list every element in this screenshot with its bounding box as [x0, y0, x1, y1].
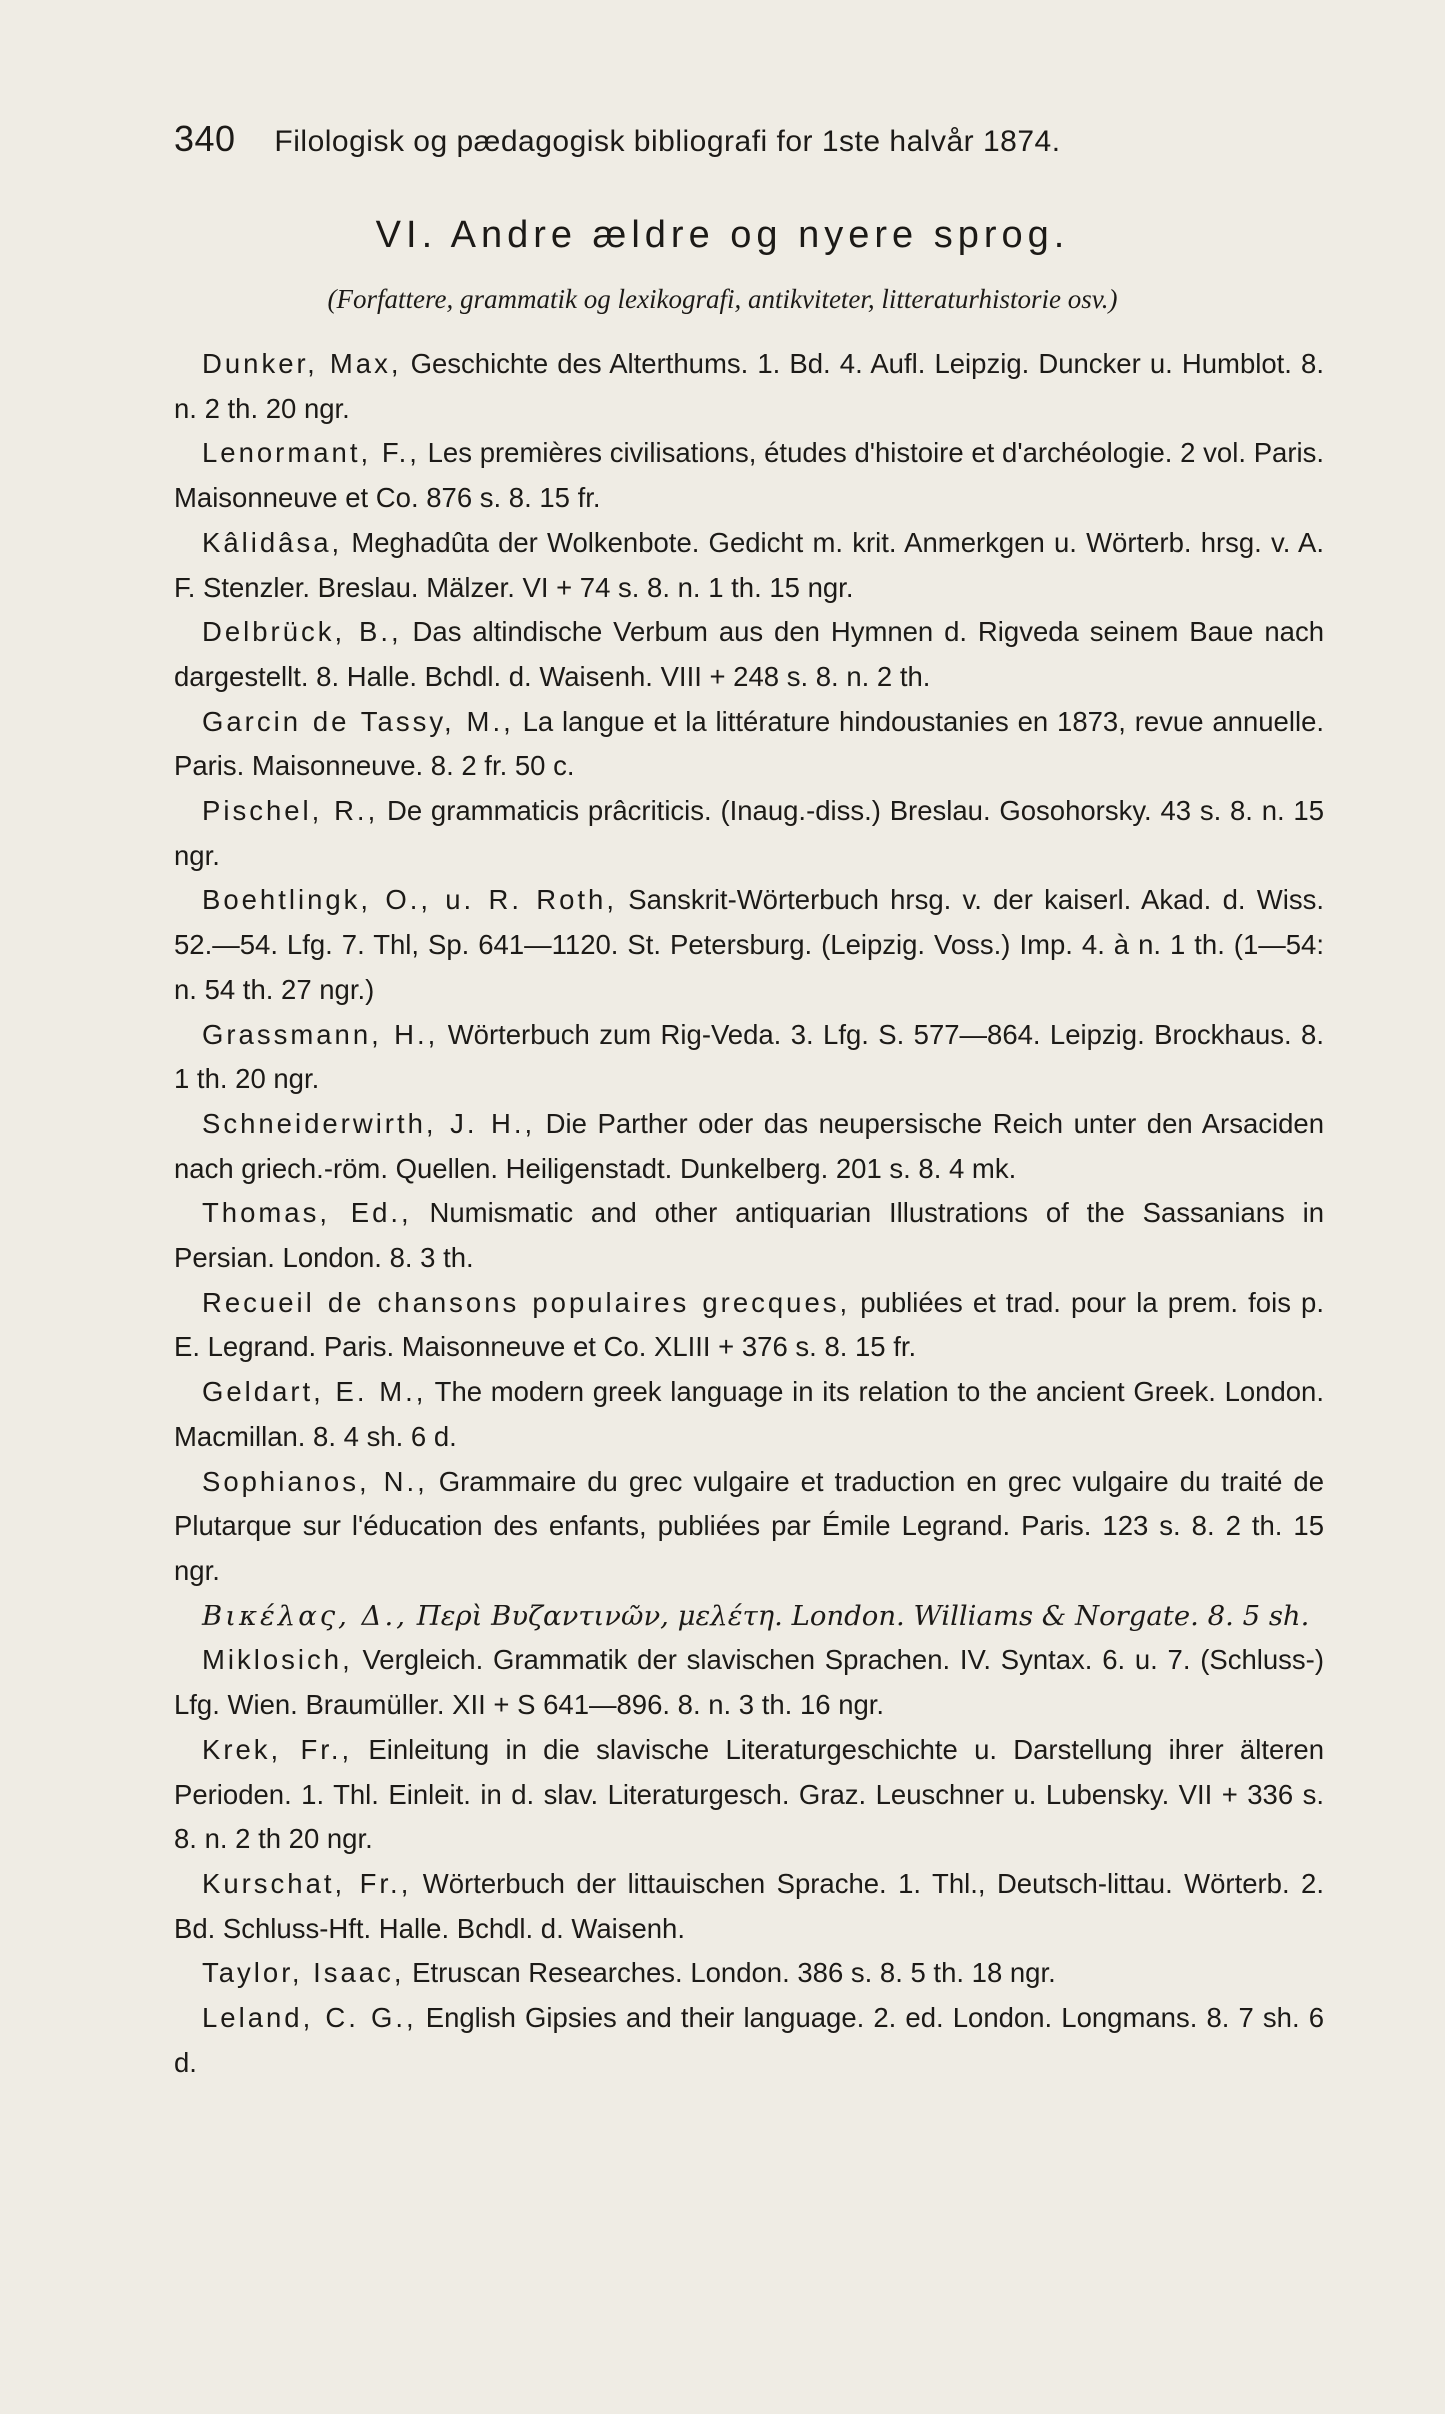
running-title: Filologisk og pædagogisk bibliografi for 1ste halvår 1874. [274, 125, 1061, 158]
bibliography-entry [174, 1460, 1324, 1594]
bibliography-entry [174, 1862, 1324, 1951]
bibliography-entry [174, 700, 1324, 789]
entry-author: Dunker, Max, [202, 348, 402, 379]
bibliography-entry [174, 1370, 1324, 1459]
entry-text: Das altindische Verbum aus den Hymnen d. Rigveda seinem Baue nach dargestellt. 8. Halle. Bchdl. d. Waisenh. VIII + 248 s. 8. n. 2 th. [174, 616, 1324, 692]
bibliography-entry [174, 1638, 1324, 1727]
entry-text: Wörterbuch der littauischen Sprache. 1. Thl., Deutsch-littau. Wörterb. 2. Bd. Schluss-Hft. Halle. Bchdl. d. Waisenh. [174, 1867, 1324, 1944]
bibliography-entry [174, 521, 1324, 610]
bibliography-entry [174, 1281, 1324, 1370]
bibliography-entry [174, 789, 1324, 878]
entry-text: De grammaticis prâcriticis. (Inaug.-diss.) Breslau. Gosohorsky. 43 s. 8. n. 15 ngr. [174, 795, 1325, 871]
entry-author: Schneiderwirth, J. H., [202, 1107, 536, 1139]
entry-text: Wörterbuch zum Rig-Veda. 3. Lfg. S. 577—864. Leipzig. Brockhaus. 8. 1 th. 20 ngr. [174, 1018, 1324, 1095]
bibliography-entry [174, 1996, 1324, 2085]
bibliography-entry [174, 1191, 1324, 1280]
bibliography-entry [174, 431, 1324, 520]
running-header [174, 118, 1294, 160]
entry-author: Kurschat, Fr., [202, 1867, 412, 1899]
entry-author: Boehtlingk, O., u. R. Roth, [202, 884, 617, 916]
entry-author: Lenormant, F., [202, 437, 420, 469]
bibliography-entry [174, 1951, 1324, 1996]
entry-author: Delbrück, B., [202, 616, 402, 648]
entry-text: Die Parther oder das neupersische Reich unter den Arsaciden nach griech.-röm. Quellen. Heiligenstadt. Dunkelberg. 201 s. 8. 4 mk. [174, 1107, 1324, 1184]
entry-author: Krek, Fr., [202, 1733, 353, 1765]
entry-author: Sophianos, N., [202, 1465, 428, 1497]
entry-text: Etruscan Researches. London. 386 s. 8. 5 th. 18 ngr. [404, 1957, 1056, 1989]
bibliography-list [174, 342, 1324, 2085]
entry-author: Garcin de Tassy, M., [202, 705, 514, 737]
entry-author: Thomas, Ed., [202, 1197, 412, 1229]
entry-author: Geldart, E. M., [202, 1376, 427, 1408]
entry-author: Pischel, R., [202, 795, 379, 827]
entry-author: Taylor, Isaac, [202, 1957, 405, 1989]
entry-text: Sanskrit-Wörterbuch hrsg. v. der kaiserl. Akad. d. Wiss. 52.—54. Lfg. 7. Thl, Sp. 641—1120. St. Petersburg. (Leipzig. Voss.) Imp. 4. à n. 1 th. (1—54: n. 54 th. 27 ngr.) [174, 884, 1324, 1005]
section-subtitle: (Forfattere, grammatik og lexikografi, antikviteter, litteraturhistorie osv.) [327, 284, 1118, 314]
bibliography-entry [174, 610, 1324, 699]
entry-author: Βικέλας, Δ., [202, 1599, 409, 1632]
bibliography-entry [174, 1728, 1324, 1862]
entry-author: Recueil de chansons populaires grecques, [202, 1286, 851, 1318]
bibliography-entry [174, 1013, 1324, 1102]
entry-text: Grammaire du grec vulgaire et traduction en grec vulgaire du traité de Plutarque sur l'éducation des enfants, publiées par Émile Legrand. Paris. 123 s. 8. 2 th. 15 ngr. [174, 1465, 1324, 1586]
entry-text: Περὶ Βυζαντινῶν, μελέτη. London. Williams & Norgate. 8. 5 sh. [408, 1599, 1310, 1632]
entry-text: publiées et trad. pour la prem. fois p. E. Legrand. Paris. Maisonneuve et Co. XLIII + 376 s. 8. 15 fr. [174, 1286, 1324, 1363]
bibliography-entry [174, 342, 1324, 431]
bibliography-entry [174, 1102, 1324, 1191]
entry-text: English Gipsies and their language. 2. ed. London. Longmans. 8. 7 sh. 6 d. [174, 2002, 1324, 2078]
entry-author: Leland, C. G., [202, 2002, 417, 2034]
entry-text: The modern greek language in its relation to the ancient Greek. London. Macmillan. 8. 4 sh. 6 d. [174, 1376, 1324, 1452]
entry-author: Kâlidâsa, [202, 526, 343, 558]
entry-author: Grassmann, H., [202, 1018, 439, 1050]
section-title: VI. Andre ældre og nyere sprog. [375, 214, 1070, 256]
entry-text: Les premières civilisations, études d'histoire et d'archéologie. 2 vol. Paris. Maisonneuve et Co. 876 s. 8. 15 fr. [174, 437, 1324, 514]
entry-text: Geschichte des Alterthums. 1. Bd. 4. Aufl. Leipzig. Duncker u. Humblot. 8. n. 2 th. 20 ngr. [174, 348, 1324, 424]
entry-text: Vergleich. Grammatik der slavischen Sprachen. IV. Syntax. 6. u. 7. (Schluss-) Lfg. Wien. Braumüller. XII + S 641—896. 8. n. 3 th. 16 ngr. [174, 1644, 1324, 1721]
entry-text: Einleitung in die slavische Literaturgeschichte u. Darstellung ihrer älteren Perioden. 1. Thl. Einleit. in d. slav. Literaturgesch. Graz. Leuschner u. Lubensky. VII + 336 s. 8. n. 2 th 20 ngr. [174, 1733, 1325, 1855]
bibliography-entry [174, 1594, 1324, 1639]
entry-text: La langue et la littérature hindoustanies en 1873, revue annuelle. Paris. Maisonneuve. 8. 2 fr. 50 c. [174, 705, 1325, 782]
bibliography-entry [174, 878, 1324, 1012]
entry-text: Meghadûta der Wolkenbote. Gedicht m. krit. Anmerkgen u. Wörterb. hrsg. v. A. F. Stenzler. Breslau. Mälzer. VI + 74 s. 8. n. 1 th. 15 ngr. [174, 526, 1324, 603]
entry-author: Miklosich, [202, 1644, 353, 1676]
page-number: 340 [174, 118, 236, 159]
entry-text: Numismatic and other antiquarian Illustrations of the Sassanians in Persian. London. 8. 3 th. [174, 1197, 1324, 1274]
